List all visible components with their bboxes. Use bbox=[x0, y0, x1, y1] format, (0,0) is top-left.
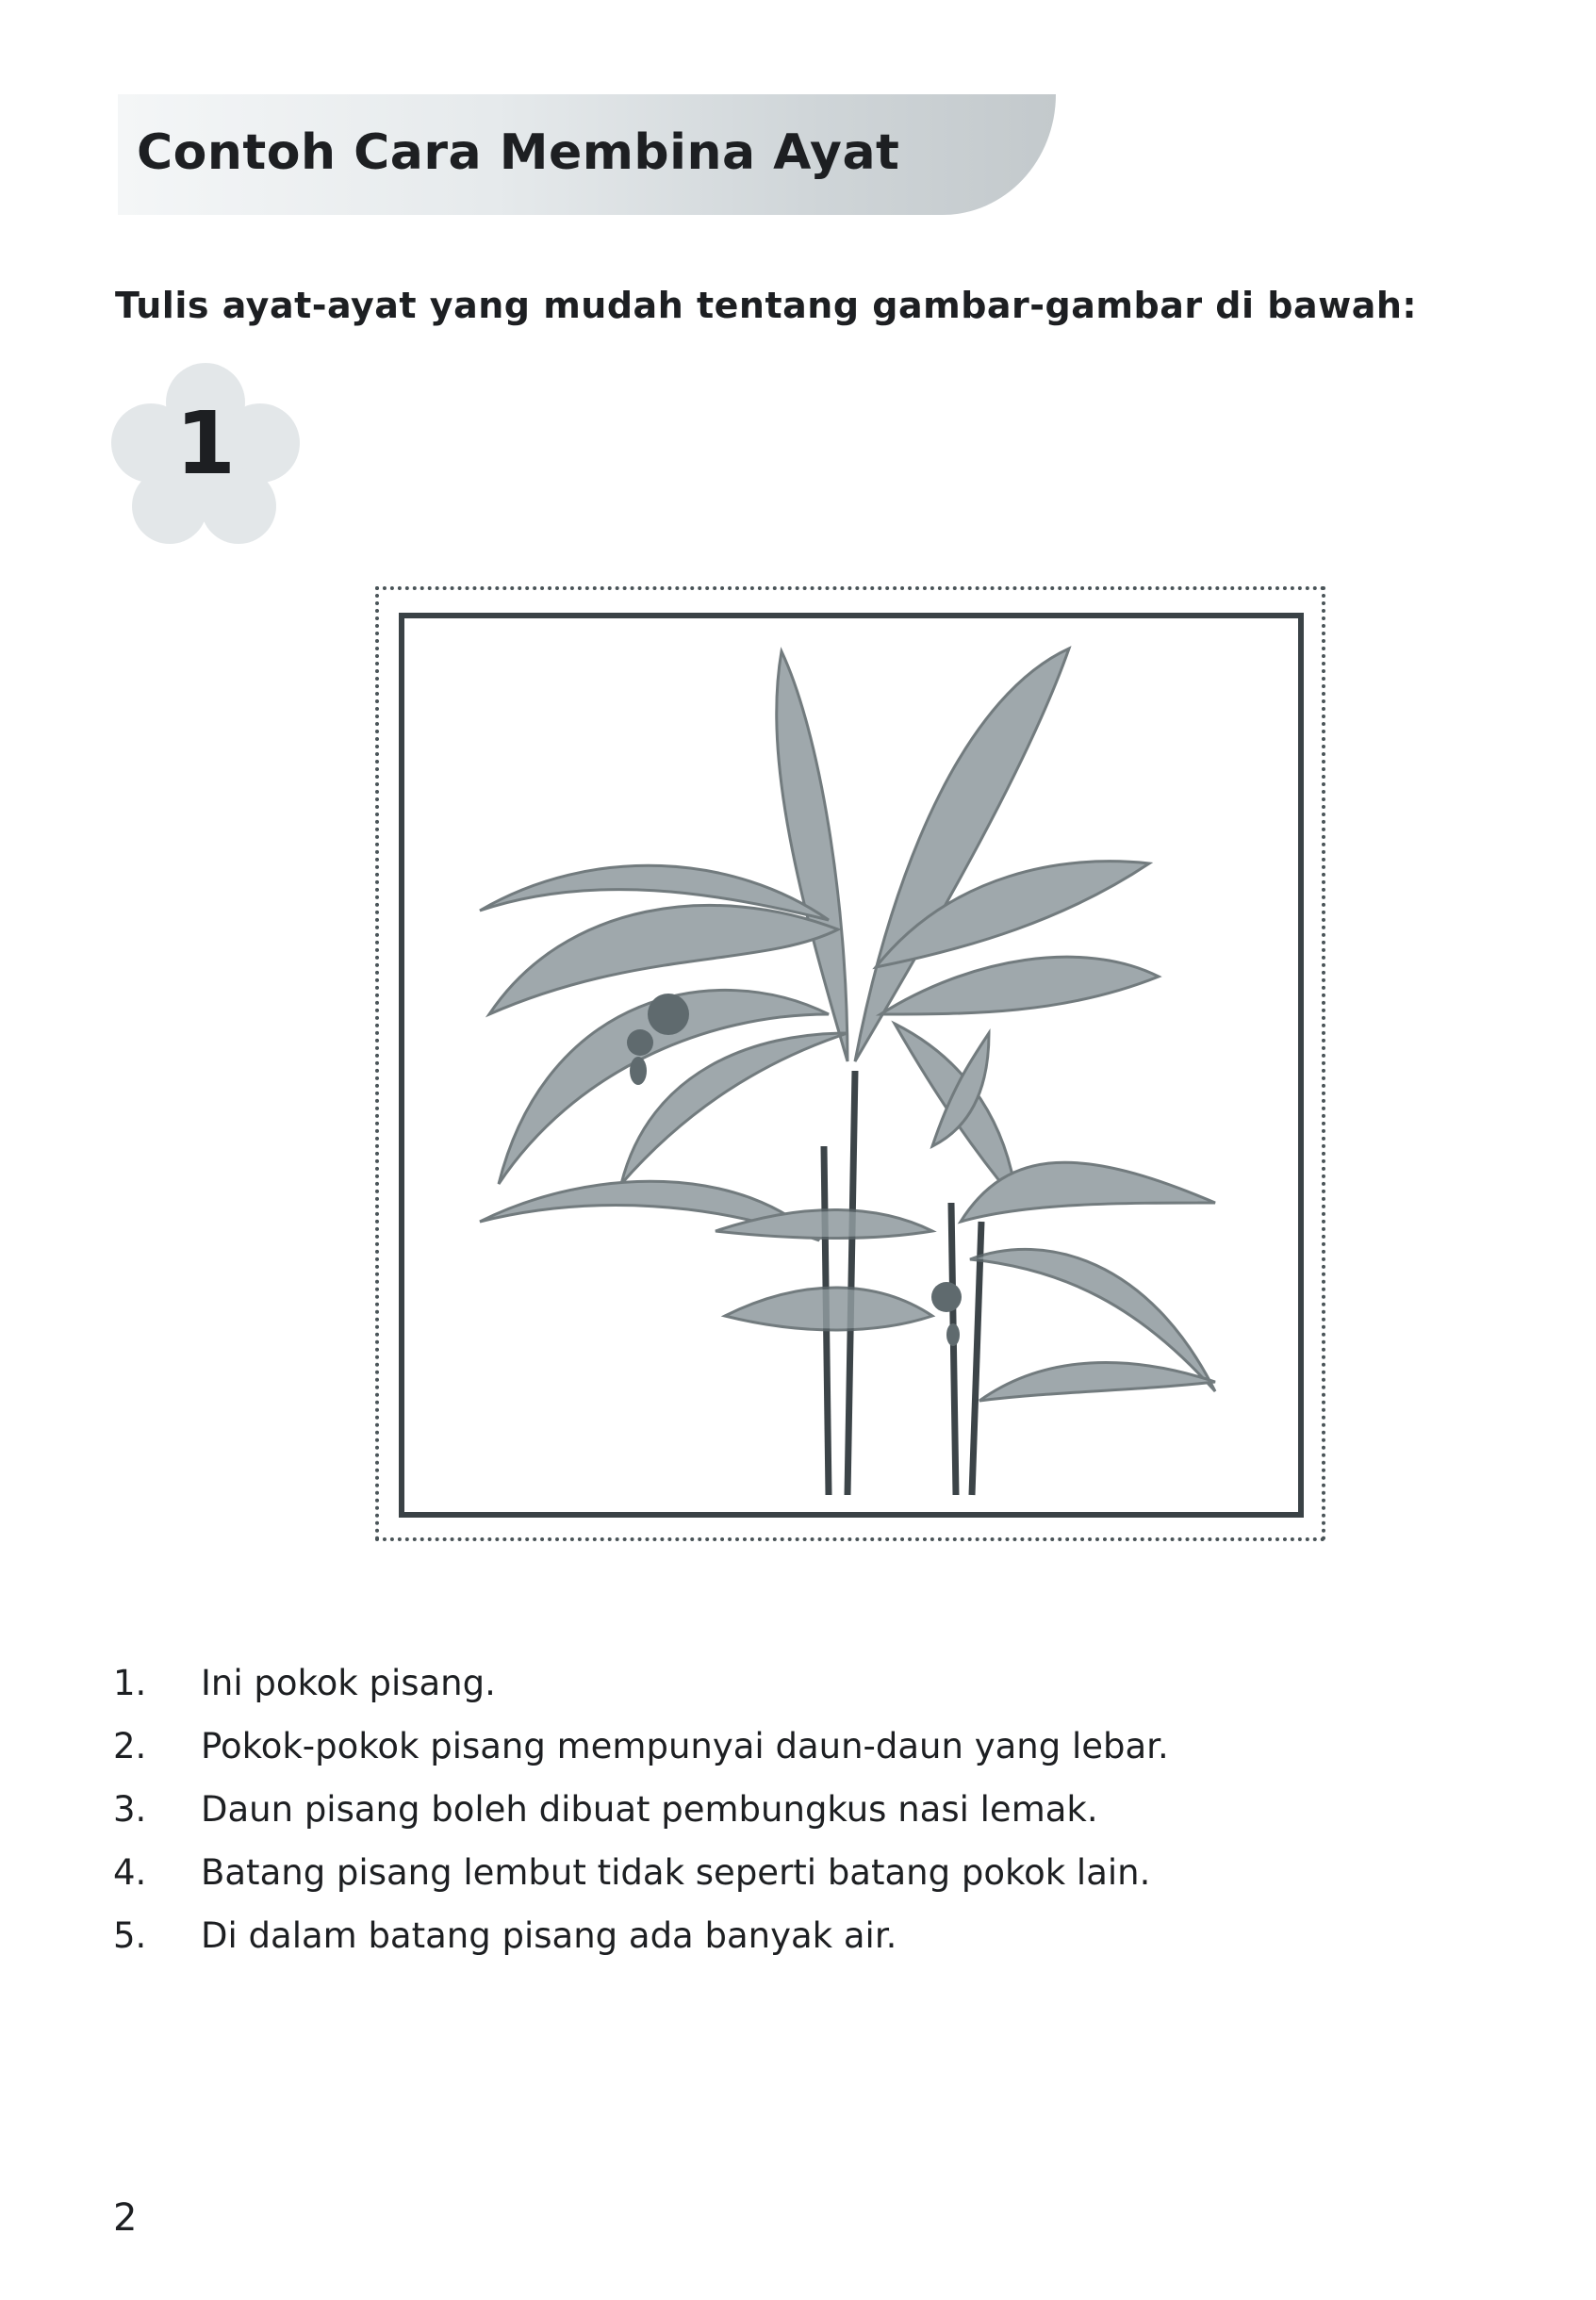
item-text: Ini pokok pisang. bbox=[201, 1663, 496, 1703]
list-item bbox=[113, 1841, 1169, 1904]
item-number: 5. bbox=[113, 1915, 147, 1956]
page-number: 2 bbox=[113, 2196, 138, 2240]
item-number: 4. bbox=[113, 1852, 147, 1893]
item-text: Daun pisang boleh dibuat pembungkus nasi lemak. bbox=[201, 1789, 1098, 1830]
item-text: Di dalam batang pisang ada banyak air. bbox=[201, 1915, 897, 1956]
exercise-number: 1 bbox=[175, 393, 237, 494]
illustration-frame bbox=[399, 613, 1304, 1518]
sentence-list bbox=[113, 1651, 1169, 1967]
list-item bbox=[113, 1715, 1169, 1778]
item-number: 1. bbox=[113, 1663, 147, 1703]
item-text: Batang pisang lembut tidak seperti batang pokok lain. bbox=[201, 1852, 1151, 1893]
banana-tree-icon bbox=[404, 618, 1298, 1512]
list-item bbox=[113, 1904, 1169, 1967]
list-item bbox=[113, 1778, 1169, 1841]
instruction-text: Tulis ayat-ayat yang mudah tentang gambar-gambar di bawah: bbox=[115, 285, 1418, 326]
item-number: 3. bbox=[113, 1789, 147, 1830]
item-number: 2. bbox=[113, 1726, 147, 1766]
list-item bbox=[113, 1651, 1169, 1715]
page-title: Contoh Cara Membina Ayat bbox=[137, 124, 900, 181]
item-text: Pokok-pokok pisang mempunyai daun-daun yang lebar. bbox=[201, 1726, 1169, 1766]
